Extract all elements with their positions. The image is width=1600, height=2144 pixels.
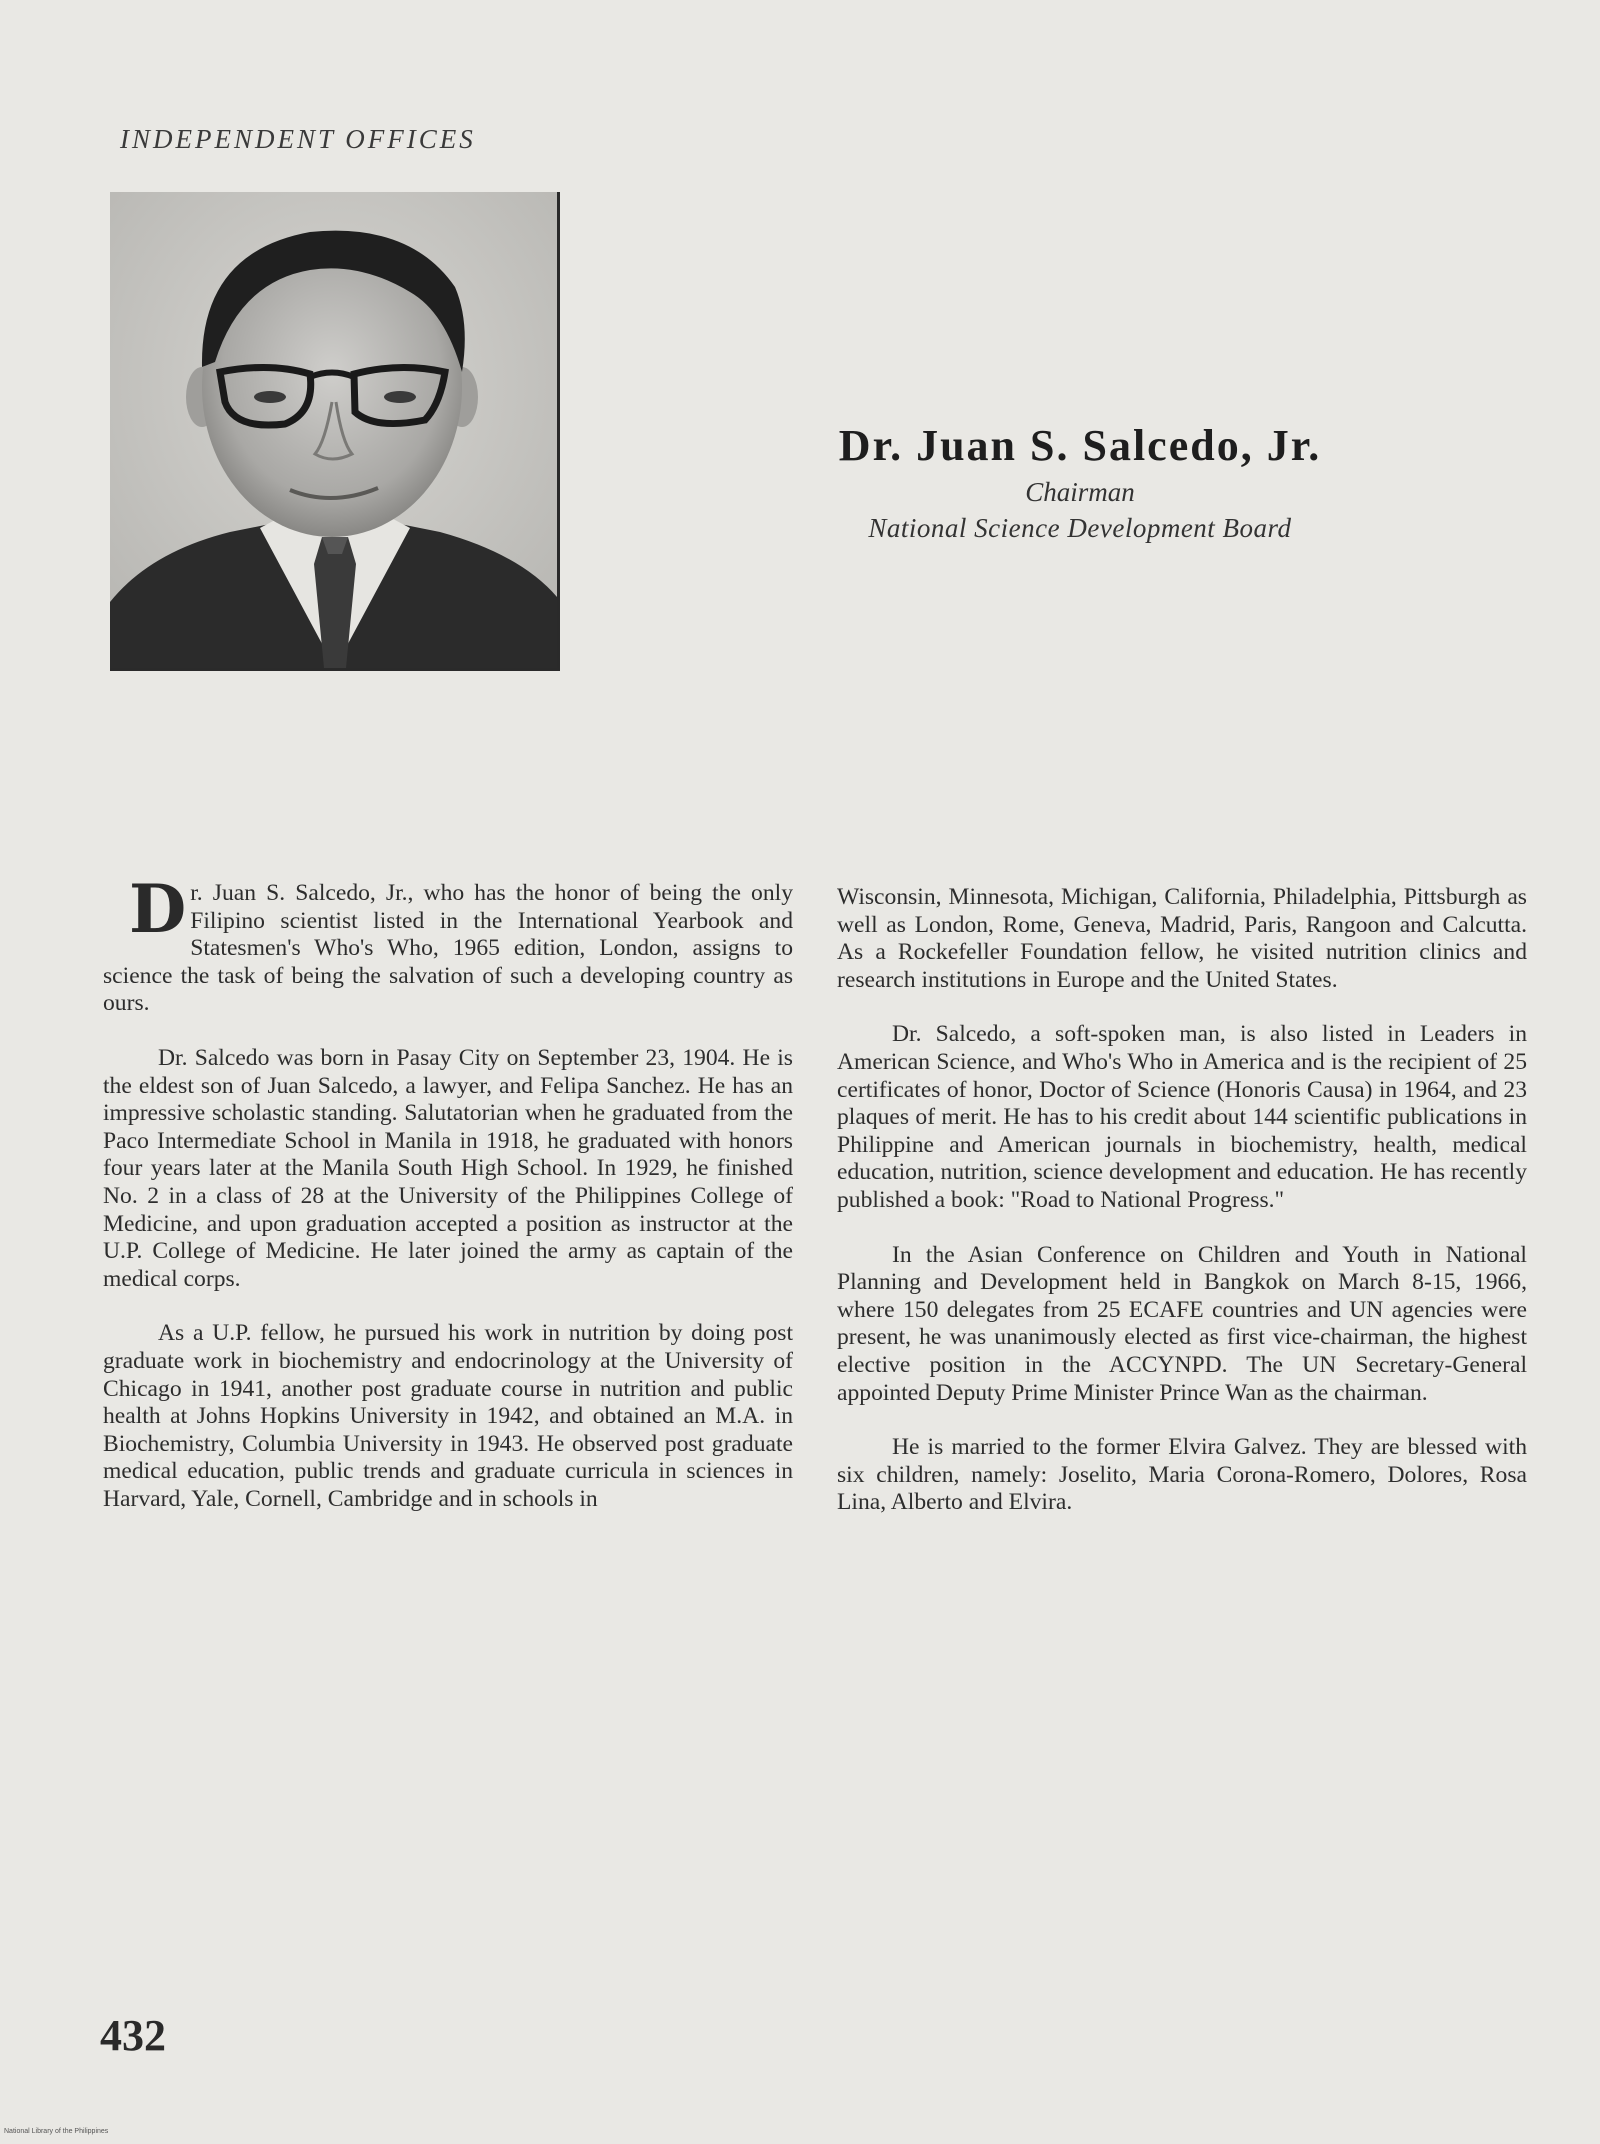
section-label: INDEPENDENT OFFICES bbox=[120, 124, 476, 154]
profile-organization: National Science Development Board bbox=[868, 513, 1292, 543]
portrait-photo-icon bbox=[110, 192, 557, 668]
paragraph: Wisconsin, Minnesota, Michigan, California, Philadelphia, Pittsburgh as well as London, Rome, Geneva, Madrid, Paris, Rangoon and Calcutta. As a Rockefeller Foundation fellow, he visited nutrition clinics and research institutions in Europe and the United States. bbox=[837, 884, 1527, 993]
paragraph: Dr. Salcedo was born in Pasay City on September 23, 1904. He is the eldest son of Juan Salcedo, a lawyer, and Felipa Sanchez. He has an impressive scholastic standing. Salutatorian when he graduated from the Paco Intermediate School in Manila in 1918, he graduated with honors four years later at the Manila South High School. In 1929, he finished No. 2 in a class of 28 at the University of the Philippines College of Medicine, and upon graduation accepted a position as instructor at the U.P. College of Medicine. He later joined the army as captain of the medical corps. bbox=[103, 1044, 793, 1292]
paragraph: He is married to the former Elvira Galvez. They are blessed with six children, namely: Joselito, Maria Corona-Romero, Dolores, Rosa Lina, Alberto and Elvira. bbox=[837, 1434, 1527, 1516]
left-column bbox=[103, 870, 793, 1540]
right-column bbox=[837, 884, 1527, 1544]
paragraph-text: r. Juan S. Salcedo, Jr., who has the honor of being the only Filipino scientist listed in the International Yearbook and Statesmen's Who's Who, 1965 edition, London, assigns to science the task of being the salvation of such a developing country as ours. bbox=[103, 880, 793, 1017]
profile-name: Dr. Juan S. Salcedo, Jr. bbox=[838, 421, 1322, 470]
portrait-photo bbox=[110, 192, 560, 671]
paragraph bbox=[103, 870, 793, 1018]
paragraph: As a U.P. fellow, he pursued his work in nutrition by doing post graduate work in biochemistry and endocrinology at the University of Chicago in 1941, another post graduate course in nutrition and public health at Johns Hopkins University in 1942, and obtained an M.A. in Biochemistry, Columbia University in 1943. He observed post graduate medical education, public trends and graduate curricula in sciences in Harvard, Yale, Cornell, Cambridge and in schools in bbox=[103, 1320, 793, 1512]
paragraph: Dr. Salcedo, a soft-spoken man, is also listed in Leaders in American Science, and Who's Who in America and is the recipient of 25 certificates of honor, Doctor of Science (Honoris Causa) in 1964, and 23 plaques of merit. He has to his credit about 144 scientific publications in Philippine and American journals in biochemistry, health, medical education, nutrition, science development and education. He has recently published a book: "Road to National Progress." bbox=[837, 1021, 1527, 1213]
paragraph: In the Asian Conference on Children and Youth in National Planning and Development held in Bangkok on March 8-15, 1966, where 150 delegates from 25 ECAFE countries and UN agencies were present, he was unanimously elected as first vice-chairman, the highest elective position in the ACCYNPD. The UN Secretary-General appointed Deputy Prime Minister Prince Wan as the chairman. bbox=[837, 1241, 1527, 1406]
page-number: 432 bbox=[100, 2011, 166, 2060]
scan-note: National Library of the Philippines bbox=[4, 2128, 109, 2135]
profile-heading bbox=[790, 420, 1370, 546]
profile-position: Chairman bbox=[1025, 477, 1135, 507]
drop-cap: D bbox=[129, 870, 187, 948]
